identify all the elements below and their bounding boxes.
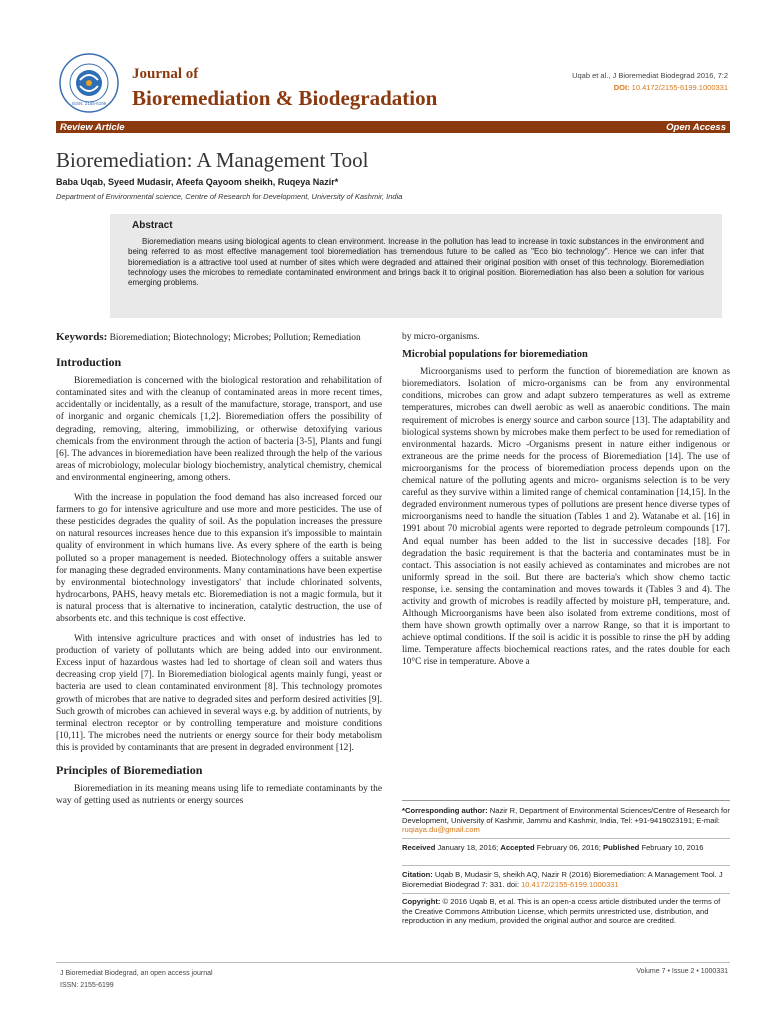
continued-text: by micro-organisms. <box>402 332 480 342</box>
authors: Baba Uqab, Syeed Mudasir, Afeefa Qayoom sheikh, Ruqeya Nazir* <box>56 177 339 187</box>
article-type-banner <box>56 121 730 133</box>
corresponding-label: *Corresponding author: <box>402 806 488 815</box>
corresponding-email-link[interactable]: ruqiaya.du@gmail.com <box>402 825 480 835</box>
divider <box>402 838 730 839</box>
intro-paragraph-3: With intensive agriculture practices and with onset of industries has led to production of variety of pollutants which are being added into our environment. Excess input of hazardous wastes had led to shortage of clean soil and waters thus decreasing crop yield [7]. In Bioremediation biological agents mainly fungi, yeast or bacteria are used to clean contaminated environment [8]. This technology promotes growth of microbes that are native to degraded sites and perform desired activities [9]. Such growth of microbes can achieved in several ways e.g. by addition of nutrients, by terminal electron receptor or by controlling temperature and moisture conditions [10,11]. The microbes need the nutrients or energy source for their body metabolism this is provided by contaminants that are present in degraded environment [12]. <box>56 634 382 753</box>
footer-issn: ISSN: 2155-6199 <box>60 982 114 989</box>
left-column <box>56 331 382 807</box>
microbial-heading: Microbial populations for bioremediation <box>402 349 588 361</box>
footer-journal: J Bioremediat Biodegrad, an open access journal <box>60 970 213 977</box>
citation-text: Uqab B, Mudasir S, sheikh AQ, Nazir R (2016) Bioremediation: A Management Tool. J Bioremediat Biodegrad 7: 331. doi: <box>402 870 723 889</box>
received-date: January 18, 2016; <box>437 843 499 852</box>
abstract-box <box>110 214 722 318</box>
keywords <box>56 331 382 344</box>
header-citation-line: Uqab et al., J Bioremediat Biodegrad 2016, 7:2 <box>572 71 728 80</box>
footer-left <box>60 968 213 992</box>
journal-name-prefix: Journal of <box>132 66 199 82</box>
header-doi-link[interactable]: 10.4172/2155-6199.1000331 <box>631 83 728 92</box>
header-citation <box>572 70 728 94</box>
corresponding-text: Nazir R, Department of Environmental Sciences/Centre of Research for Development, University of Kashmir, Jammu and Kashmir, India, Tel: +91-9419023191; E-mail: <box>402 806 730 825</box>
abstract-heading: Abstract <box>132 220 173 231</box>
copyright-block <box>402 897 730 926</box>
footer-volume: Volume 7 • Issue 2 • 1000331 <box>636 968 728 975</box>
keywords-label: Keywords: <box>56 331 108 343</box>
article-dates <box>402 843 730 853</box>
received-label: Received <box>402 843 436 852</box>
intro-paragraph-2: With the increase in population the food demand has also increased forced our farmers to go for intensive agriculture and use more and more pesticides. The use of these pesticides degrades the quality of soil. As the population increases the pressure on natural resources increases hence due to this expansion it's impossible to maintain quality of environment in which humans live. As every sphere of the earth is being polluted so a proper management is needed. Biotechnology offers a suitable answer for managing these degraded environments. Many contaminations have been expertise by environmental biotechnology investigators' that include chlorinated solvents, hydrocarbons, PAHS, heavy metals etc. Bioremediation is not a magic formula, but it is natural process that is alternative to incineration, catalytic destruction, the use of absorbents etc. and this technique is cost effective. <box>56 493 382 624</box>
corresponding-author <box>402 806 730 835</box>
accepted-date: February 06, 2016; <box>536 843 601 852</box>
article-type: Review Article <box>60 121 125 133</box>
intro-paragraph-1: Bioremediation is concerned with the biological restoration and rehabilitation of contaminated sites and with the cleanup of contaminated areas in more recent times, accidentally or incidentally, as a result of the manufacture, storage, transport, and use of inorganic and organic chemicals [1,2]. Bioremediation offers the possibility of degrading, removing, altering, immobilizing, or otherwise detoxifying various chemicals from the environment through the action of bacteria [3-5], Plants and fungi [6]. The advances in bioremediation have been realized through the help of the various areas of microbiology, molecular biology biochemistry, analytical chemistry, chemical and environmental engineering, among others. <box>56 376 382 483</box>
keywords-text: Bioremediation; Biotechnology; Microbes; Pollution; Remediation <box>109 333 361 343</box>
citation-label: Citation: <box>402 870 433 879</box>
journal-logo <box>58 52 120 114</box>
svg-text:ISSN: 2155-6199: ISSN: 2155-6199 <box>71 101 107 106</box>
principles-heading: Principles of Bioremediation <box>56 763 203 777</box>
abstract-text: Bioremediation means using biological agents to clean environment. Increase in the pollution has lead to increase in toxic substances in the environment and being referred to as most effective management tool bioremediation has tremendous future to be called as "Eco bio technology". Hence we can infer that bioremediation is a attractive tool used at number of sites which were degraded and attained their original position with onset of this technology. Bioremediation technology uses the microbes to remediate contaminated environment and brings back it to original position. Bioremediation has also been a solution for various emerging problems. <box>128 237 704 288</box>
header-doi-label: DOI: <box>613 83 630 92</box>
footer-divider <box>56 962 730 963</box>
accepted-label: Accepted <box>500 843 535 852</box>
divider <box>402 865 730 866</box>
microbial-paragraph-1: Microorganisms used to perform the function of bioremediation are known as bioremediators. Isolation of micro-organisms can be from any environmental conditions, microbes can grow and adapt subzero temperatures as well as extreme temperatures, microbes can dwell aerobic as well as anaerobic conditions. The main requirement of microbes is energy source and carbon source [13]. The adaptability and biological systems shown by microbes make them perfect to be used for remediation of environmental hazards. Micro -Organisms present in nature either indigenous or extraneous are the prime needs for the process of Bioremediation [14]. The use of microorganisms for the process of bioremediation process depends upon on the chemical nature of the polluting agents and micro- organisms selection is to be very careful as they survive within a limited range of chemical contamination [14,15]. In the degraded environment numerous types of pollutions are present hence diverse types of microorganisms need to handle the situation (Tables 1 and 2). Watanabe et al. [16] in 1991 about 70 microbial agents were reported to degrade petroleum compounds [17]. And equal number has been added to the list in successive decades [18]. For degradation the basic requirement is that the bacteria and contaminates must be in contact. This association is not easily achieved as contaminates and microbes are not uniformly spread in the soil. But there are bacteria's which show chemo tactic response, i.e. sensing the contamination and moves towards it (Tables 3 and 4). The activity and growth of microbes is readily affected by moisture pH, temperature, and. Although Microorganisms have been also isolated from extreme conditions, most of them have shown growth optimally over a narrow Range, so that it is important to achieve optimal conditions. If the soil is acidic it is possible to rinse the pH by adding lime. Temperature affects biochemical reactions rates, and the rates double for each 10°C rise in temperature. Above a <box>402 367 730 668</box>
citation-doi-link[interactable]: 10.4172/2155-6199.1000331 <box>521 879 619 889</box>
principles-paragraph-1: Bioremediation in its meaning means using life to remediate contaminants by the way of getting used as nutrients or energy sources <box>56 784 382 807</box>
intro-heading: Introduction <box>56 355 122 370</box>
copyright-text: © 2016 Uqab B, et al. This is an open-a ccess article distributed under the terms of the Creative Commons Attribution License, which permits unrestricted use, distribution, and reproduction in any medium, provided the original author and source are credited. <box>402 897 721 926</box>
citation-block <box>402 870 730 889</box>
article-title: Bioremediation: A Management Tool <box>56 148 369 172</box>
published-date: February 10, 2016 <box>641 843 704 852</box>
divider <box>402 893 730 894</box>
correspondence-divider <box>402 800 730 801</box>
right-column <box>402 331 730 669</box>
copyright-label: Copyright: <box>402 897 441 906</box>
published-label: Published <box>603 843 640 852</box>
open-access-label: Open Access <box>666 121 726 133</box>
journal-name: Bioremediation & Biodegradation <box>132 86 438 110</box>
affiliation: Department of Environmental science, Centre of Research for Development, University of Kashmir, India <box>56 192 403 201</box>
